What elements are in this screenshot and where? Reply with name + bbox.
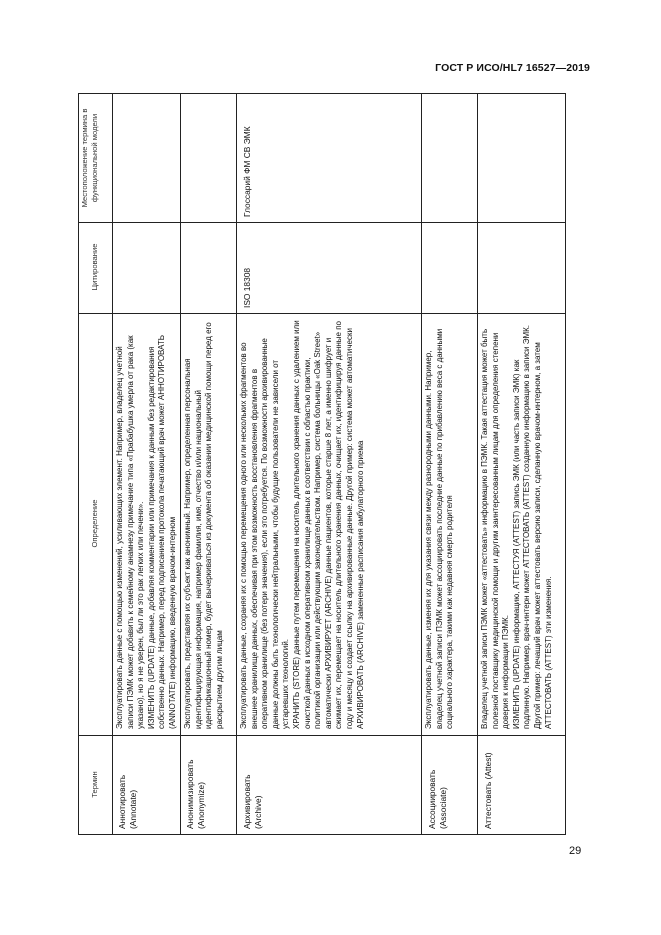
header-definition-label: Определение bbox=[90, 499, 99, 548]
row-divider-2 bbox=[236, 93, 237, 835]
term-annotate: Аннотировать (Annotate) bbox=[117, 774, 138, 829]
header-citation bbox=[90, 222, 110, 312]
citation-cell-archive bbox=[240, 225, 270, 311]
term-anonymize: Анонимизировать (Anonymize) bbox=[185, 759, 206, 829]
term-cell-archive bbox=[240, 738, 292, 832]
definition-cell-attest bbox=[479, 315, 565, 733]
term-cell-attest bbox=[481, 738, 561, 832]
term-attest: Аттестовать (Attest) bbox=[483, 752, 493, 829]
header-location bbox=[80, 94, 110, 222]
definition-cell-annotate bbox=[114, 315, 180, 733]
definition-associate-p1: Эксплуатировать данные, изменяя их для указания связи между разнородными данными. Например, владелец учетной записи ПЭМК может ассоциировать последние данные по прибавлению веса с данными социального характера, такими как недавняя смерть родителя bbox=[424, 328, 455, 729]
row-divider-header bbox=[112, 93, 113, 835]
header-term-label: Термин bbox=[90, 771, 99, 798]
header-location-label: Местоположение термина в функциональной модели bbox=[80, 108, 99, 208]
citation-archive: ISO 18308 bbox=[242, 267, 252, 308]
definition-annotate-p2: ИЗМЕНИТЬ (UPDATE) данные, добавляя комментарии или примечания к данным без редактирования собственно данных. Например, перед подписанием протокола печатающий врач может АННОТИРОВАТЬ (ANNOTATE) информацию, введенную врачом-интерном bbox=[146, 335, 177, 729]
term-cell-annotate bbox=[115, 738, 179, 832]
document-standard-header: ГОСТ Р ИСО/HL7 16527—2019 bbox=[435, 62, 590, 74]
term-archive: Архивировать (Archive) bbox=[242, 774, 263, 829]
location-archive: Глоссарий ФМ СВ ЭМК bbox=[242, 126, 252, 217]
header-term bbox=[90, 735, 110, 834]
definition-cell-anonymize bbox=[182, 315, 236, 733]
definition-attest-p1: Владелец учетной записи ПЭМК может «аттестовать» информацию в ПЭМК. Такая аттестация может быть полезной поставщику медицинской помощи и другим заинтересованным лицам для определения степени доверия к информации ПЭМК. bbox=[480, 328, 511, 729]
location-cell-archive bbox=[240, 96, 270, 220]
column-divider-location bbox=[78, 222, 566, 223]
page-number: 29 bbox=[569, 845, 582, 857]
row-divider-4 bbox=[477, 93, 478, 835]
row-divider-1 bbox=[180, 93, 181, 835]
definition-annotate-p1: Эксплуатировать данные с помощью изменений, усиливающих элемент. Например, владелец учетной записи ПЭМК может добавить к семейному анамнезу примечание типа «Прабабушка умерла от рака (как указано), но я не уверен, был ли это рак легких или печени». bbox=[115, 335, 146, 729]
definition-archive-p2: ХРАНИТЬ (STORE) данные путем перемещения на носитель длительного хранения данных с удалением или очисткой данных в исходном оперативном хранилище данных в соответствии с областью практики, политикой организации или действующим законодательством. Например, система больницы «Oak Street» автоматически АРХИВИРУЕТ (ARCHIVE) данные пациентов, которые старше 8 лет, а именно шифрует и сжимает их, перемещает на носитель длительного хранения данных, очищает их, идентифицируя данные по году и месяцу и создает ссылку на архивированные данные. Другой пример: система может автоматически АРХИВИРОВАТЬ (ARCHIVE) замененные расписания амбулаторного приема bbox=[291, 320, 365, 729]
header-citation-label: Цитирование bbox=[90, 243, 99, 291]
definition-cell-associate bbox=[423, 315, 475, 733]
header-definition bbox=[90, 313, 110, 734]
definition-anonymize-p1: Эксплуатировать, представляя их субъект как анонимный. Например, определенная персональная идентифицирующая информация, например фамилия, имя, отчество и/или национальный идентификационный номер, будет вычеркиваться из документа об оказании медицинской помощи перед его раскрытием другим лицам bbox=[183, 322, 224, 729]
definition-archive-p1: Эксплуатировать данные, сохраняя их с помощью перемещения одного или нескольких фрагментов во внешнее хранилище данных, обеспечивая при этом возможность восстановления фрагментов в оперативном хранилище (без потери значения), если это потребуется. По возможности архивированные данные должны быть технологически нейтральными, чтобы будущие пользователи не зависели от устаревших технологий. bbox=[239, 338, 291, 729]
term-associate: Ассоциировать (Associate) bbox=[427, 769, 448, 829]
definition-attest-p2: ИЗМЕНИТЬ (UPDATE) информацию, АТТЕСТУЯ (ATTEST) запись ЭМК (или часть записи ЭМК) как подлинную. Например, врач-интерн может АТТЕСТОВАТЬ (ATTEST) созданную информацию в записи ЭМК. Другой пример: лечащий врач может аттестовать версию записи, сделанную врачом-интерном, а затем АТТЕСТОВАТЬ (ATTEST) эти изменения. bbox=[511, 324, 553, 729]
definition-cell-archive bbox=[238, 315, 420, 733]
term-cell-associate bbox=[425, 738, 475, 832]
row-divider-3 bbox=[421, 93, 422, 835]
column-divider-definition bbox=[78, 735, 566, 736]
column-divider-citation bbox=[78, 313, 566, 314]
term-cell-anonymize bbox=[183, 738, 235, 832]
